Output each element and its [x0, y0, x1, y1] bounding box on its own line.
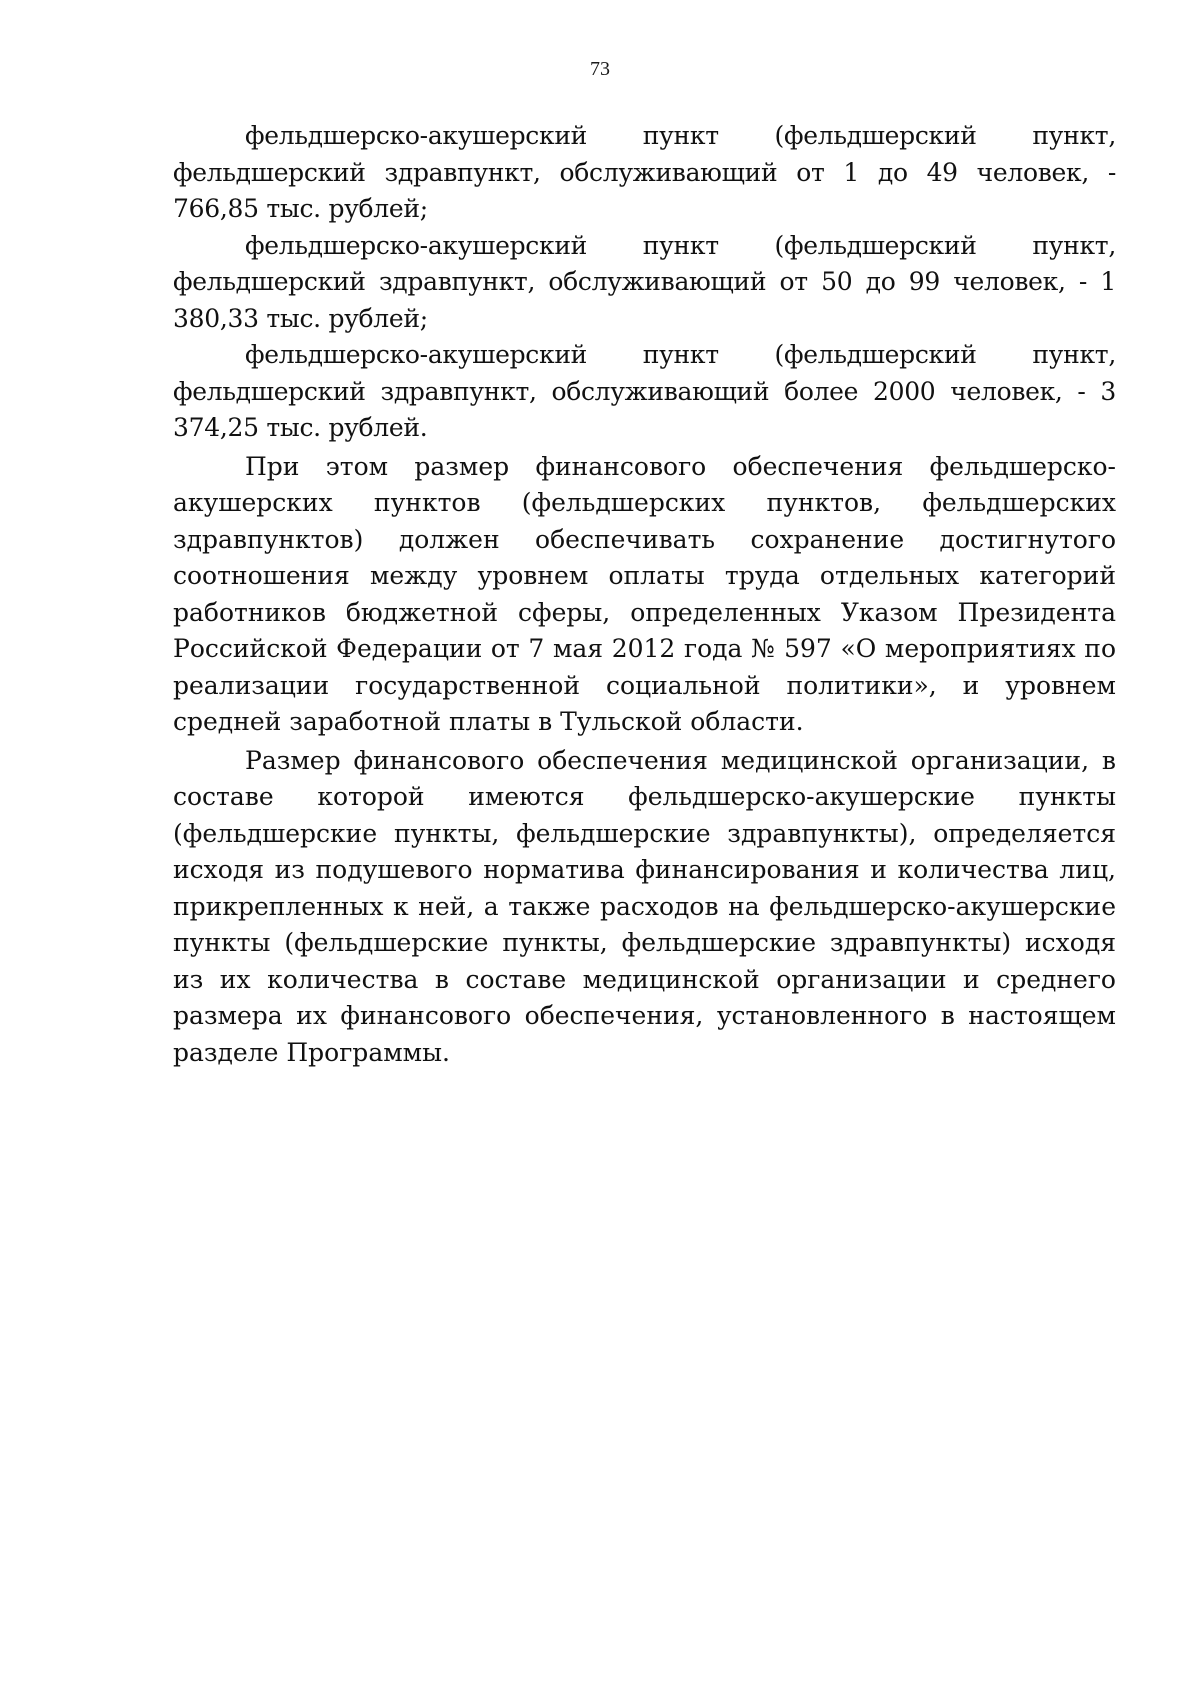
paragraph-financing-size: Размер финансового обеспечения медицинской организации, в составе которой имеются фельдшерско-акушерские пункты (фельдшерские пункты, фельдшерские здравпункты), определяется исходя из подушевого норматива финансирования и количества лиц, прикрепленных к ней, а также расходов на фельдшерско-акушерские пункты (фельдшерские пункты, фельдшерские здравпункты) исходя из их количества в составе медицинской организации и среднего размера их финансового обеспечения, установленного в настоящем разделе Программы.	[173, 745, 1116, 1067]
paragraph-fap-50-99: фельдшерско-акушерский пункт (фельдшерский пункт, фельдшерский здравпункт, обслуживающий от 50 до 99 человек, - 1 380,33 тыс. рублей;	[173, 230, 1116, 333]
page-number: 73	[590, 58, 610, 80]
document-body	[173, 118, 1116, 1071]
paragraph-fap-1-49: фельдшерско-акушерский пункт (фельдшерский пункт, фельдшерский здравпункт, обслуживающий от 1 до 49 человек, - 766,85 тыс. рублей;	[173, 121, 1116, 223]
paragraph-salary-ratio: При этом размер финансового обеспечения фельдшерско-акушерских пунктов (фельдшерских пунктов, фельдшерских здравпунктов) должен обеспечивать сохранение достигнутого соотношения между уровнем оплаты труда отдельных категорий работников бюджетной сферы, определенных Указом Президента Российской Федерации от 7 мая 2012 года № 597 «О мероприятиях по реализации государственной социальной политики», и уровнем средней заработной платы в Тульской области.	[173, 451, 1116, 736]
paragraph-fap-over-2000: фельдшерско-акушерский пункт (фельдшерский пункт, фельдшерский здравпункт, обслуживающий более 2000 человек, - 3 374,25 тыс. рублей.	[173, 340, 1116, 442]
